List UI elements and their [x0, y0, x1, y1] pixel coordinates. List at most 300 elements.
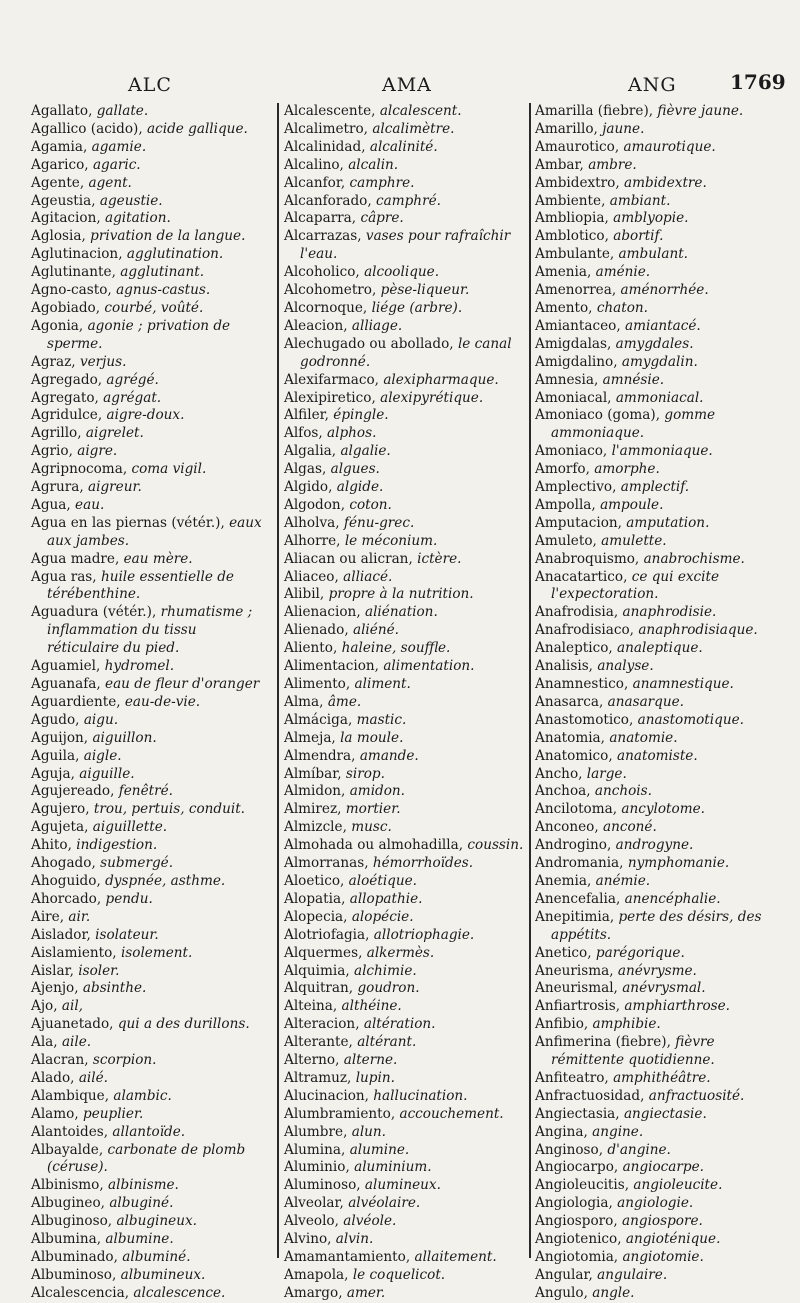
entry-translation: coma vigil. [131, 461, 207, 478]
entry-headword: Alimentacion [284, 658, 375, 675]
entry-translation: mastic. [356, 711, 407, 728]
entry-translation: aigle. [83, 747, 122, 764]
dictionary-entry: Aliaceo, alliacé. [284, 568, 393, 585]
entry-translation: privation de la langue. [90, 228, 246, 245]
entry-translation: anencéphalie. [624, 890, 721, 907]
entry-translation: aliénation. [364, 604, 438, 621]
entry-headword: Alvino [284, 1231, 328, 1248]
entry-headword: Alumina [284, 1141, 342, 1158]
entry-translation: le coquelicot. [352, 1266, 446, 1283]
entry-translation: anaphrodisiaque. [638, 622, 758, 639]
dictionary-entry: Agujeta, aiguillette. [31, 819, 168, 836]
entry-translation: alumineux. [364, 1177, 441, 1194]
entry-headword: Aislamiento [31, 944, 113, 961]
entry-translation: anchois. [594, 783, 652, 800]
entry-translation: altération. [363, 1016, 436, 1033]
entry-translation: amygdales. [615, 335, 694, 352]
entry-headword: Algodon [284, 496, 341, 513]
entry-translation: ambulant. [618, 246, 688, 263]
dictionary-entry: Alfiler, épingle. [284, 407, 389, 424]
entry-translation: amaurotique. [623, 138, 716, 155]
dictionary-entry: Alumbre, alun. [284, 1123, 387, 1140]
entry-translation: albumineux. [120, 1266, 206, 1283]
entry-translation: alcalinité. [369, 138, 438, 155]
entry-headword: Aguamiel [31, 658, 97, 675]
entry-translation: alcalin. [348, 156, 399, 173]
entry-translation: anatomie. [609, 729, 678, 746]
entry-headword: Algalia [284, 443, 332, 460]
dictionary-entry: Alquermes, alkermès. [284, 944, 435, 961]
dictionary-entry: Alexipiretico, alexipyrétique. [284, 389, 484, 406]
entry-headword: Anetico [535, 944, 588, 961]
entry-headword: Agridulce [31, 407, 98, 424]
entry-translation: agglutinant. [120, 264, 205, 281]
dictionary-entry: Amarilla (fiebre), fièvre jaune. [535, 103, 744, 119]
entry-headword: Aloetico [284, 872, 341, 889]
entry-headword: Aguanafa [31, 676, 97, 692]
entry-translation: anaphrodisie. [622, 604, 717, 621]
entry-headword: Alfos [284, 425, 319, 442]
entry-headword: Amputacion [535, 514, 618, 531]
entry-translation: carbonate de plomb (céruse). [47, 1141, 246, 1176]
dictionary-entry: Aluminoso, alumineux. [284, 1177, 441, 1194]
entry-headword: Amuleto [535, 532, 593, 549]
entry-headword: Alexipiretico [284, 389, 372, 406]
dictionary-entry: Alquitran, goudron. [284, 980, 420, 997]
entry-translation: anasarque. [607, 693, 685, 710]
entry-translation: eau mère. [123, 550, 193, 567]
dictionary-entry: Aneurismal, anévrysmal. [535, 980, 706, 997]
dictionary-entry: Alcoholico, alcoolique. [284, 264, 440, 281]
dictionary-entry: Algalia, algalie. [284, 443, 391, 460]
dictionary-entry: Aluminio, aluminium. [284, 1159, 432, 1176]
dictionary-entry: Alcohometro, pèse-liqueur. [284, 282, 470, 299]
dictionary-entry: Agallico (acido), acide gallique. [31, 120, 248, 137]
entry-translation: amblyopie. [613, 210, 689, 227]
entry-headword: Alteina [284, 998, 333, 1015]
entry-headword: Anchoa [535, 783, 587, 800]
entry-headword: Alcoholico [284, 264, 356, 281]
entry-headword: Analeptico [535, 640, 609, 657]
dictionary-entry: Aguijon, aiguillon. [31, 729, 157, 746]
entry-headword: Alcanforado [284, 192, 368, 209]
entry-headword: Agobiado [31, 299, 96, 316]
dictionary-entry: Alcalimetro, alcalimètre. [284, 120, 455, 137]
dictionary-entry: Anatomico, anatomiste. [535, 747, 698, 764]
dictionary-entry: Alotriofagia, allotriophagie. [284, 926, 475, 943]
dictionary-entry: Amenorrea, aménorrhée. [535, 282, 709, 299]
entry-translation: anévrysme. [617, 962, 697, 979]
entry-headword: Alcalino [284, 156, 340, 173]
dictionary-entry: Albayalde, carbonate de plomb (céruse). [31, 1141, 246, 1176]
dictionary-entry: Analisis, analyse. [535, 658, 654, 675]
column-divider [529, 103, 531, 1258]
entry-headword: Anastomotico [535, 711, 629, 728]
entry-translation: indigestion. [76, 837, 158, 854]
entry-headword: Algido [284, 479, 329, 496]
entry-headword: Anatomico [535, 747, 609, 764]
entry-translation: ictère. [417, 550, 462, 567]
entry-headword: Anemia [535, 872, 587, 889]
running-header-left: ALC [128, 74, 172, 96]
entry-translation: alcalescent. [379, 103, 462, 119]
dictionary-entry: Almáciga, mastic. [284, 711, 407, 728]
entry-translation: amiantacé. [624, 317, 701, 334]
entry-translation: mortier. [345, 801, 401, 818]
entry-translation: eau. [75, 496, 105, 513]
dictionary-entry: Agonia, agonie ; privation de sperme. [31, 317, 231, 352]
entry-translation: agnus-castus. [116, 282, 211, 299]
entry-headword: Alcalinidad [284, 138, 362, 155]
entry-translation: coussin. [467, 837, 524, 854]
entry-headword: Ahorcado [31, 890, 97, 907]
dictionary-entry: Alcalescente, alcalescent. [284, 103, 462, 119]
dictionary-entry: Ajo, ail, [31, 998, 83, 1015]
entry-headword: Angulo [535, 1284, 584, 1301]
entry-headword: Angiologia [535, 1195, 609, 1212]
entry-headword: Alumbre [284, 1123, 344, 1140]
entry-translation: gallate. [96, 103, 149, 119]
entry-headword: Alantoides [31, 1123, 104, 1140]
dictionary-entry: Alopecia, alopécie. [284, 908, 414, 925]
entry-headword: Almáciga [284, 711, 348, 728]
dictionary-entry: Anasarca, anasarque. [535, 693, 685, 710]
entry-headword: Alechugado ou abollado [284, 335, 450, 352]
entry-translation: pendu. [105, 890, 153, 907]
dictionary-entry: Agente, agent. [31, 174, 132, 191]
dictionary-entry: Agallato, gallate. [31, 103, 149, 119]
entry-translation: haleine, souffle. [341, 640, 451, 657]
dictionary-entry: Angioleucitis, angioleucite. [535, 1177, 723, 1194]
entry-headword: Agujero [31, 801, 86, 818]
entry-translation: albugineux. [116, 1213, 197, 1230]
dictionary-entry: Alambique, alambic. [31, 1087, 172, 1104]
entry-headword: Amorfo [535, 461, 586, 478]
entry-translation: eaux aux jambes. [47, 514, 262, 549]
entry-headword: Agregado [31, 371, 98, 388]
dictionary-entry: Anemia, anémie. [535, 872, 651, 889]
entry-translation: amer. [346, 1284, 386, 1301]
entry-translation: angioleucite. [633, 1177, 723, 1194]
entry-headword: Anabroquismo [535, 550, 635, 567]
entry-translation: aiguillette. [92, 819, 168, 836]
entry-translation: ambidextre. [623, 174, 707, 191]
entry-translation: l'ammoniaque. [611, 443, 713, 460]
entry-column-3 [535, 103, 775, 1301]
entry-headword: Aguadura (vétér.) [31, 604, 152, 621]
entry-headword: Aglutinante [31, 264, 112, 281]
dictionary-entry: Angiocarpo, angiocarpe. [535, 1159, 704, 1176]
entry-headword: Agripnocoma [31, 461, 123, 478]
dictionary-entry: Albinismo, albinisme. [31, 1177, 179, 1194]
entry-translation: amplectif. [620, 479, 690, 496]
entry-translation: analyse. [597, 658, 654, 675]
entry-translation: aigu. [83, 711, 119, 728]
dictionary-entry: Agudo, aigu. [31, 711, 119, 728]
entry-translation: parégorique. [595, 944, 685, 961]
entry-headword: Alcalimetro [284, 120, 364, 137]
dictionary-entry: Amoniacal, ammoniacal. [535, 389, 704, 406]
dictionary-entry: Amargo, amer. [284, 1284, 386, 1301]
entry-headword: Aglosia [31, 228, 82, 245]
entry-translation: huile essentielle de térébenthine. [47, 568, 234, 603]
entry-headword: Alteracion [284, 1016, 356, 1033]
dictionary-entry: Angiectasia, angiectasie. [535, 1105, 707, 1122]
entry-headword: Agujeta [31, 819, 85, 836]
entry-headword: Aluminio [284, 1159, 346, 1176]
entry-headword: Aneurisma [535, 962, 610, 979]
dictionary-entry: Algido, algide. [284, 479, 384, 496]
entry-translation: androgyne. [615, 837, 694, 854]
entry-translation: lupin. [355, 1069, 395, 1086]
entry-translation: anamnestique. [632, 676, 734, 692]
entry-translation: aigreur. [88, 479, 142, 496]
entry-translation: vases pour rafraîchir l'eau. [300, 228, 511, 263]
entry-headword: Alacran [31, 1052, 85, 1069]
entry-translation: alkermès. [366, 944, 435, 961]
entry-translation: altérant. [357, 1034, 417, 1051]
entry-translation: anfractuosité. [648, 1087, 745, 1104]
dictionary-entry: Agujero, trou, pertuis, conduit. [31, 801, 245, 818]
entry-translation: amnésie. [602, 371, 665, 388]
dictionary-entry: Algodon, coton. [284, 496, 392, 513]
entry-translation: alimentation. [383, 658, 475, 675]
entry-headword: Amoniacal [535, 389, 608, 406]
entry-headword: Agudo [31, 711, 76, 728]
running-header-right: ANG [628, 74, 677, 96]
dictionary-entry: Ajenjo, absinthe. [31, 980, 147, 997]
dictionary-entry: Albugineo, albuginé. [31, 1195, 174, 1212]
dictionary-entry: Agripnocoma, coma vigil. [31, 461, 207, 478]
dictionary-entry: Almirez, mortier. [284, 801, 401, 818]
dictionary-entry: Amorfo, amorphe. [535, 461, 660, 478]
dictionary-entry: Aguja, aiguille. [31, 765, 135, 782]
entry-headword: Alopecia [284, 908, 344, 925]
entry-translation: angulaire. [597, 1266, 668, 1283]
entry-headword: Amigdalino [535, 353, 614, 370]
entry-headword: Agua [31, 496, 67, 513]
dictionary-entry: Aire, air. [31, 908, 91, 925]
entry-translation: peuplier. [83, 1105, 144, 1122]
entry-translation: aiguillon. [92, 729, 157, 746]
dictionary-entry: Alamo, peuplier. [31, 1105, 144, 1122]
entry-headword: Alienado [284, 622, 345, 639]
entry-headword: Anacatartico [535, 568, 624, 585]
entry-translation: dyspnée, asthme. [105, 872, 226, 889]
entry-headword: Angiocarpo [535, 1159, 614, 1176]
dictionary-entry: Amiantaceo, amiantacé. [535, 317, 701, 334]
dictionary-entry: Alcaparra, câpre. [284, 210, 404, 227]
entry-translation: albuginé. [109, 1195, 174, 1212]
dictionary-entry: Ahoguido, dyspnée, asthme. [31, 872, 226, 889]
entry-headword: Agua ras [31, 568, 93, 585]
dictionary-entry: Aguanafa, eau de fleur d'oranger [31, 676, 260, 692]
entry-headword: Ancho [535, 765, 579, 782]
dictionary-entry: Ala, aile. [31, 1034, 92, 1051]
entry-headword: Anafrodisia [535, 604, 614, 621]
dictionary-entry: Alienacion, aliénation. [284, 604, 438, 621]
entry-translation: hallucination. [373, 1087, 468, 1104]
entry-headword: Aguardiente [31, 693, 117, 710]
entry-headword: Alotriofagia [284, 926, 366, 943]
entry-headword: Amento [535, 299, 589, 316]
entry-translation: courbé, voûté. [104, 299, 204, 316]
dictionary-entry: Amamantamiento, allaitement. [284, 1249, 497, 1265]
dictionary-entry: Androgino, androgyne. [535, 837, 694, 854]
entry-translation: camphré. [376, 192, 441, 209]
entry-headword: Andromania [535, 855, 620, 872]
dictionary-entry: Ampolla, ampoule. [535, 496, 664, 513]
entry-translation: aloétique. [348, 872, 417, 889]
entry-translation: coton. [349, 496, 392, 513]
entry-headword: Albuginoso [31, 1213, 108, 1230]
entry-headword: Alcalescencia [31, 1284, 125, 1301]
entry-translation: d'angine. [607, 1141, 671, 1158]
entry-headword: Ahoguido [31, 872, 97, 889]
dictionary-entry: Albumina, albumine. [31, 1231, 174, 1248]
entry-headword: Alexifarmaco [284, 371, 375, 388]
dictionary-entry: Aislador, isolateur. [31, 926, 159, 943]
entry-translation: aménie. [595, 264, 651, 281]
entry-headword: Amoniaco [535, 443, 603, 460]
entry-headword: Anamnestico [535, 676, 624, 692]
entry-headword: Alveolo [284, 1213, 335, 1230]
entry-headword: Albuminado [31, 1249, 114, 1265]
entry-translation: fièvre rémittente quotidienne. [551, 1034, 715, 1069]
dictionary-entry: Amenia, aménie. [535, 264, 651, 281]
dictionary-entry: Alcanforado, camphré. [284, 192, 441, 209]
entry-translation: angiotomie. [622, 1249, 704, 1265]
dictionary-entry: Aguadura (vétér.), rhumatisme ; inflammation du tissu réticulaire du pied. [31, 604, 253, 657]
entry-translation: alphos. [327, 425, 377, 442]
dictionary-entry: Aglosia, privation de la langue. [31, 228, 246, 245]
entry-headword: Amarillo [535, 120, 594, 137]
dictionary-entry: Anfimerina (fiebre), fièvre rémittente quotidienne. [535, 1034, 715, 1069]
entry-headword: Agente [31, 174, 80, 191]
entry-headword: Almendra [284, 747, 352, 764]
dictionary-entry: Agua ras, huile essentielle de térébenthine. [31, 568, 234, 603]
dictionary-entry: Alimentacion, alimentation. [284, 658, 475, 675]
entry-headword: Amenorrea [535, 282, 612, 299]
entry-translation: amphithéâtre. [613, 1069, 711, 1086]
entry-translation: chaton. [596, 299, 649, 316]
entry-headword: Aguila [31, 747, 76, 764]
entry-translation: ambiant. [609, 192, 671, 209]
dictionary-entry: Anginoso, d'angine. [535, 1141, 671, 1158]
dictionary-entry: Anafrodisia, anaphrodisie. [535, 604, 717, 621]
entry-headword: Amigdalas [535, 335, 607, 352]
entry-headword: Alcohometro [284, 282, 372, 299]
entry-headword: Anafrodisiaco [535, 622, 630, 639]
entry-headword: Agonia [31, 317, 79, 334]
entry-translation: fenêtré. [118, 783, 173, 800]
dictionary-entry: Aguardiente, eau-de-vie. [31, 693, 201, 710]
entry-headword: Amenia [535, 264, 587, 281]
dictionary-entry: Alcalinidad, alcalinité. [284, 138, 438, 155]
entry-headword: Alcanfor [284, 174, 341, 191]
entry-translation: algide. [336, 479, 384, 496]
entry-headword: Alholva [284, 514, 336, 531]
entry-headword: Agrura [31, 479, 80, 496]
entry-headword: Aleacion [284, 317, 344, 334]
entry-headword: Ambidextro [535, 174, 616, 191]
entry-translation: amorphe. [594, 461, 660, 478]
entry-translation: hémorrhoïdes. [372, 855, 474, 872]
entry-translation: angiocarpe. [622, 1159, 704, 1176]
entry-translation: agrégé. [106, 371, 159, 388]
dictionary-entry: Albuminado, albuminé. [31, 1249, 191, 1265]
entry-translation: alumine. [349, 1141, 410, 1158]
entry-translation: allotriophagie. [373, 926, 475, 943]
dictionary-entry: Alma, âme. [284, 693, 362, 710]
entry-headword: Agarico [31, 156, 85, 173]
dictionary-entry: Agua, eau. [31, 496, 105, 513]
dictionary-entry: Anamnestico, anamnestique. [535, 676, 734, 692]
entry-translation: jaune. [602, 120, 645, 137]
entry-headword: Ambliopia [535, 210, 605, 227]
entry-headword: Alterno [284, 1052, 336, 1069]
entry-translation: amulette. [601, 532, 667, 549]
entry-translation: aigre-doux. [106, 407, 185, 424]
entry-headword: Albuminoso [31, 1266, 112, 1283]
entry-translation: alexipyrétique. [380, 389, 484, 406]
entry-translation: sirop. [345, 765, 385, 782]
entry-headword: Alambique [31, 1087, 105, 1104]
entry-headword: Ala [31, 1034, 54, 1051]
dictionary-entry: Alechugado ou abollado, le canal godronné. [284, 335, 512, 370]
dictionary-entry: Alterno, alterne. [284, 1052, 398, 1069]
entry-translation: anastomotique. [637, 711, 744, 728]
entry-headword: Agregato [31, 389, 95, 406]
entry-headword: Ahito [31, 837, 68, 854]
dictionary-entry: Aguila, aigle. [31, 747, 122, 764]
dictionary-entry: Almíbar, sirop. [284, 765, 385, 782]
dictionary-entry: Aguamiel, hydromel. [31, 658, 175, 675]
entry-translation: angine. [592, 1123, 644, 1140]
entry-headword: Ampolla [535, 496, 592, 513]
dictionary-entry: Ancilotoma, ancylotome. [535, 801, 705, 818]
entry-translation: angioténique. [625, 1231, 721, 1248]
dictionary-entry: Angiotomia, angiotomie. [535, 1249, 704, 1265]
dictionary-entry: Amoniaco, l'ammoniaque. [535, 443, 713, 460]
entry-translation: analeptique. [617, 640, 703, 657]
entry-headword: Anfractuosidad [535, 1087, 641, 1104]
entry-translation: gomme ammoniaque. [551, 407, 716, 442]
entry-translation: câpre. [360, 210, 404, 227]
dictionary-entry: Amaurotico, amaurotique. [535, 138, 716, 155]
entry-headword: Androgino [535, 837, 607, 854]
entry-headword: Alhorre [284, 532, 337, 549]
entry-headword: Anfiartrosis [535, 998, 616, 1015]
entry-translation: hydromel. [104, 658, 175, 675]
entry-headword: Alibil [284, 586, 320, 603]
entry-headword: Albinismo [31, 1177, 100, 1194]
dictionary-entry: Aloetico, aloétique. [284, 872, 417, 889]
entry-translation: le méconium. [344, 532, 438, 549]
entry-translation: agamie. [91, 138, 147, 155]
entry-translation: amande. [359, 747, 419, 764]
entry-translation: angiospore. [622, 1213, 703, 1230]
entry-headword: Ajenjo [31, 980, 75, 997]
dictionary-entry: Ajuanetado, qui a des durillons. [31, 1016, 250, 1033]
entry-translation: alcalescence. [133, 1284, 226, 1301]
entry-headword: Agamia [31, 138, 83, 155]
entry-headword: Almíbar [284, 765, 338, 782]
entry-headword: Anepitimia [535, 908, 610, 925]
entry-translation: aménorrhée. [620, 282, 709, 299]
dictionary-entry: Aliento, haleine, souffle. [284, 640, 451, 657]
entry-headword: Aliento [284, 640, 333, 657]
